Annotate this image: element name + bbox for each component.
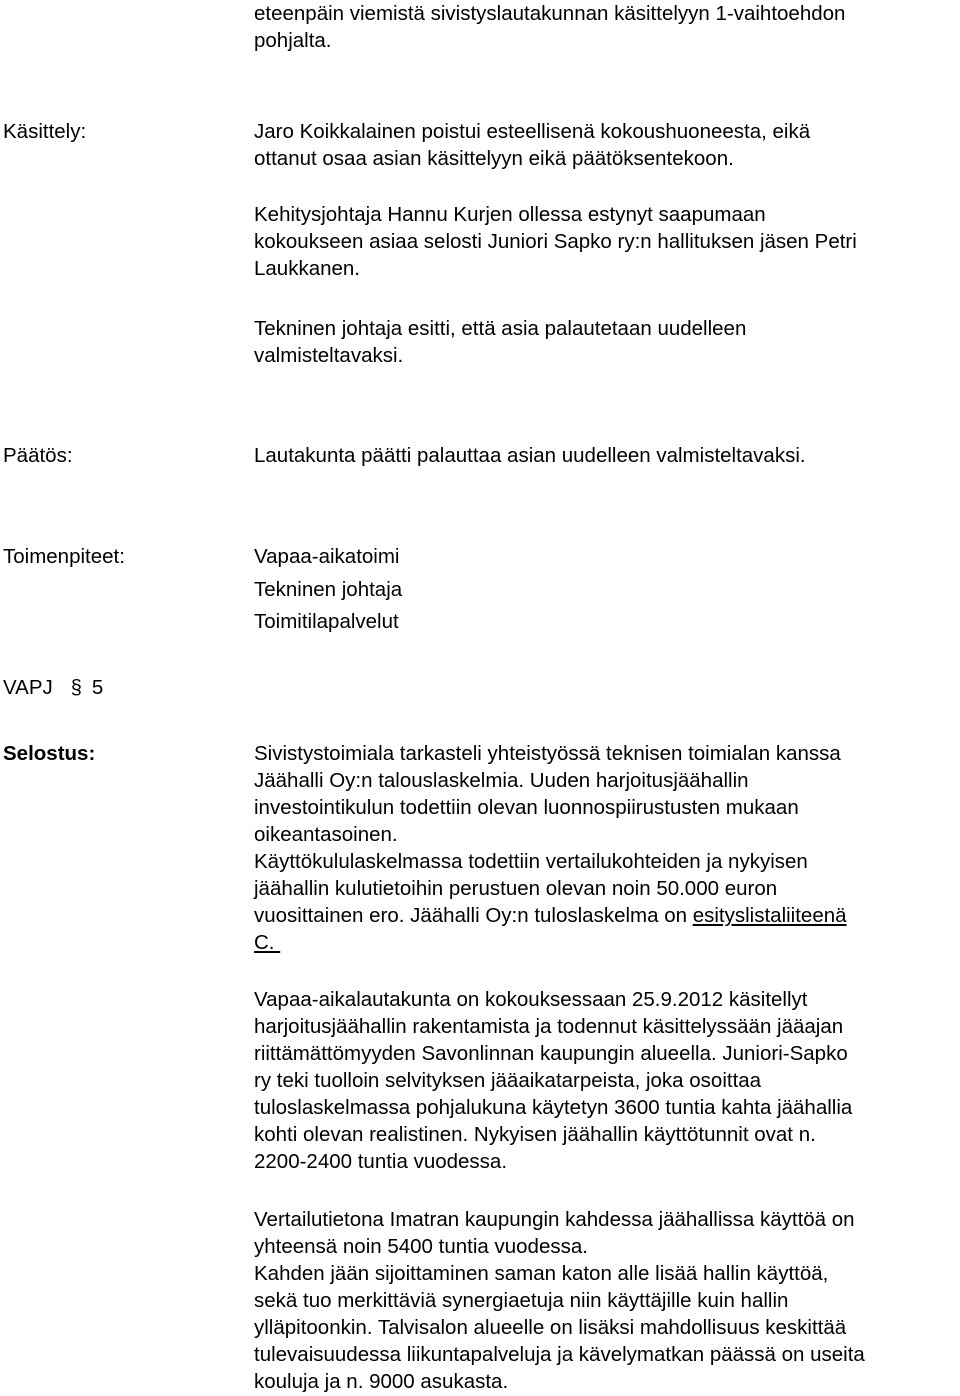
text-line: Käyttökululaskelmassa todettiin vertailukohteiden ja nykyisen [254, 850, 808, 873]
kasittely-paragraph-3 [254, 315, 746, 369]
text-line: ylläpitoonkin. Talvisalon alueelle on lisäksi mahdollisuus keskittää [254, 1316, 847, 1339]
attachment-link[interactable]: esityslistaliiteenä [692, 904, 847, 927]
selostus-paragraph-2 [254, 986, 852, 1175]
kasittely-paragraph-1 [254, 118, 810, 172]
text-segment: vuosittainen ero. Jäähalli Oy:n tuloslaskelma on [254, 904, 693, 927]
text-line: Sivistystoimiala tarkasteli yhteistyössä teknisen toimialan kanssa [254, 742, 841, 765]
paatos-text: Lautakunta päätti palauttaa asian uudelleen valmisteltavaksi. [254, 444, 806, 467]
attachment-link-continuation[interactable]: C. [254, 931, 281, 954]
text-line: oikeantasoinen. [254, 823, 398, 846]
text-line [254, 902, 847, 929]
toimenpiteet-label: Toimenpiteet: [3, 545, 125, 568]
text-line: yhteensä noin 5400 tuntia vuodessa. [254, 1235, 588, 1258]
paatos-label: Päätös: [3, 444, 73, 467]
top-paragraph [254, 0, 845, 54]
kasittely-paragraph-2 [254, 201, 857, 282]
text-line: Jaro Koikkalainen poistui esteellisenä kokoushuoneesta, eikä [254, 120, 811, 143]
text-line: kohti olevan realistinen. Nykyisen jäähallin käyttötunnit ovat n. [254, 1123, 816, 1146]
text-line: eteenpäin viemistä sivistyslautakunnan käsittelyyn 1-vaihtoehdon [254, 2, 846, 25]
selostus-paragraph-3 [254, 1206, 865, 1395]
text-line: pohjalta. [254, 29, 332, 52]
text-line: ry teki tuolloin selvityksen jääaikatarpeista, joka osoittaa [254, 1069, 762, 1092]
text-line: ottanut osaa asian käsittelyyn eikä päätöksentekoon. [254, 147, 734, 170]
text-line: Laukkanen. [254, 257, 361, 280]
toimenpiteet-list [254, 541, 402, 639]
text-line: kouluja ja n. 9000 asukasta. [254, 1370, 509, 1393]
section-code: VAPJ [3, 676, 53, 699]
text-line: jäähallin kulutietoihin perustuen olevan noin 50.000 euron [254, 877, 778, 900]
text-line: investointikulun todettiin olevan luonnospiirustusten mukaan [254, 796, 799, 819]
text-line: riittämättömyyden Savonlinnan kaupungin alueella. Juniori-Sapko [254, 1042, 848, 1065]
text-line: valmisteltavaksi. [254, 344, 404, 367]
text-line: tulevaisuudessa liikuntapalveluja ja kävelymatkan päässä on useita [254, 1343, 865, 1366]
text-line: 2200-2400 tuntia vuodessa. [254, 1150, 508, 1173]
text-line: Vapaa-aikalautakunta on kokouksessaan 25.9.2012 käsitellyt [254, 988, 808, 1011]
text-line: Tekninen johtaja esitti, että asia palautetaan uudelleen [254, 317, 747, 340]
selostus-paragraph-1 [254, 740, 847, 956]
section-number: 5 [91, 676, 104, 699]
text-line: tuloslaskelmassa pohjalukuna käytetyn 3600 tuntia kahta jäähallia [254, 1096, 853, 1119]
text-line: Jäähalli Oy:n talouslaskelmia. Uuden harjoitusjäähallin [254, 769, 749, 792]
text-line: Kahden jään sijoittaminen saman katon alle lisää hallin käyttöä, [254, 1262, 829, 1285]
text-line: Vertailutietona Imatran kaupungin kahdessa jäähallissa käyttöä on [254, 1208, 855, 1231]
section-heading [3, 674, 103, 702]
text-line: Kehitysjohtaja Hannu Kurjen ollessa estynyt saapumaan [254, 203, 766, 226]
list-item: Toimitilapalvelut [254, 610, 399, 633]
section-sign: § [70, 677, 82, 699]
selostus-label: Selostus: [3, 742, 96, 765]
list-item: Vapaa-aikatoimi [254, 545, 400, 568]
list-item: Tekninen johtaja [254, 577, 403, 601]
kasittely-label: Käsittely: [3, 120, 87, 143]
text-line: kokoukseen asiaa selosti Juniori Sapko ry:n hallituksen jäsen Petri [254, 230, 857, 253]
text-line: sekä tuo merkittäviä synergiaetuja niin käyttäjille kuin hallin [254, 1289, 789, 1312]
text-line: harjoitusjäähallin rakentamista ja todennut käsittelyssään jääajan [254, 1015, 844, 1038]
